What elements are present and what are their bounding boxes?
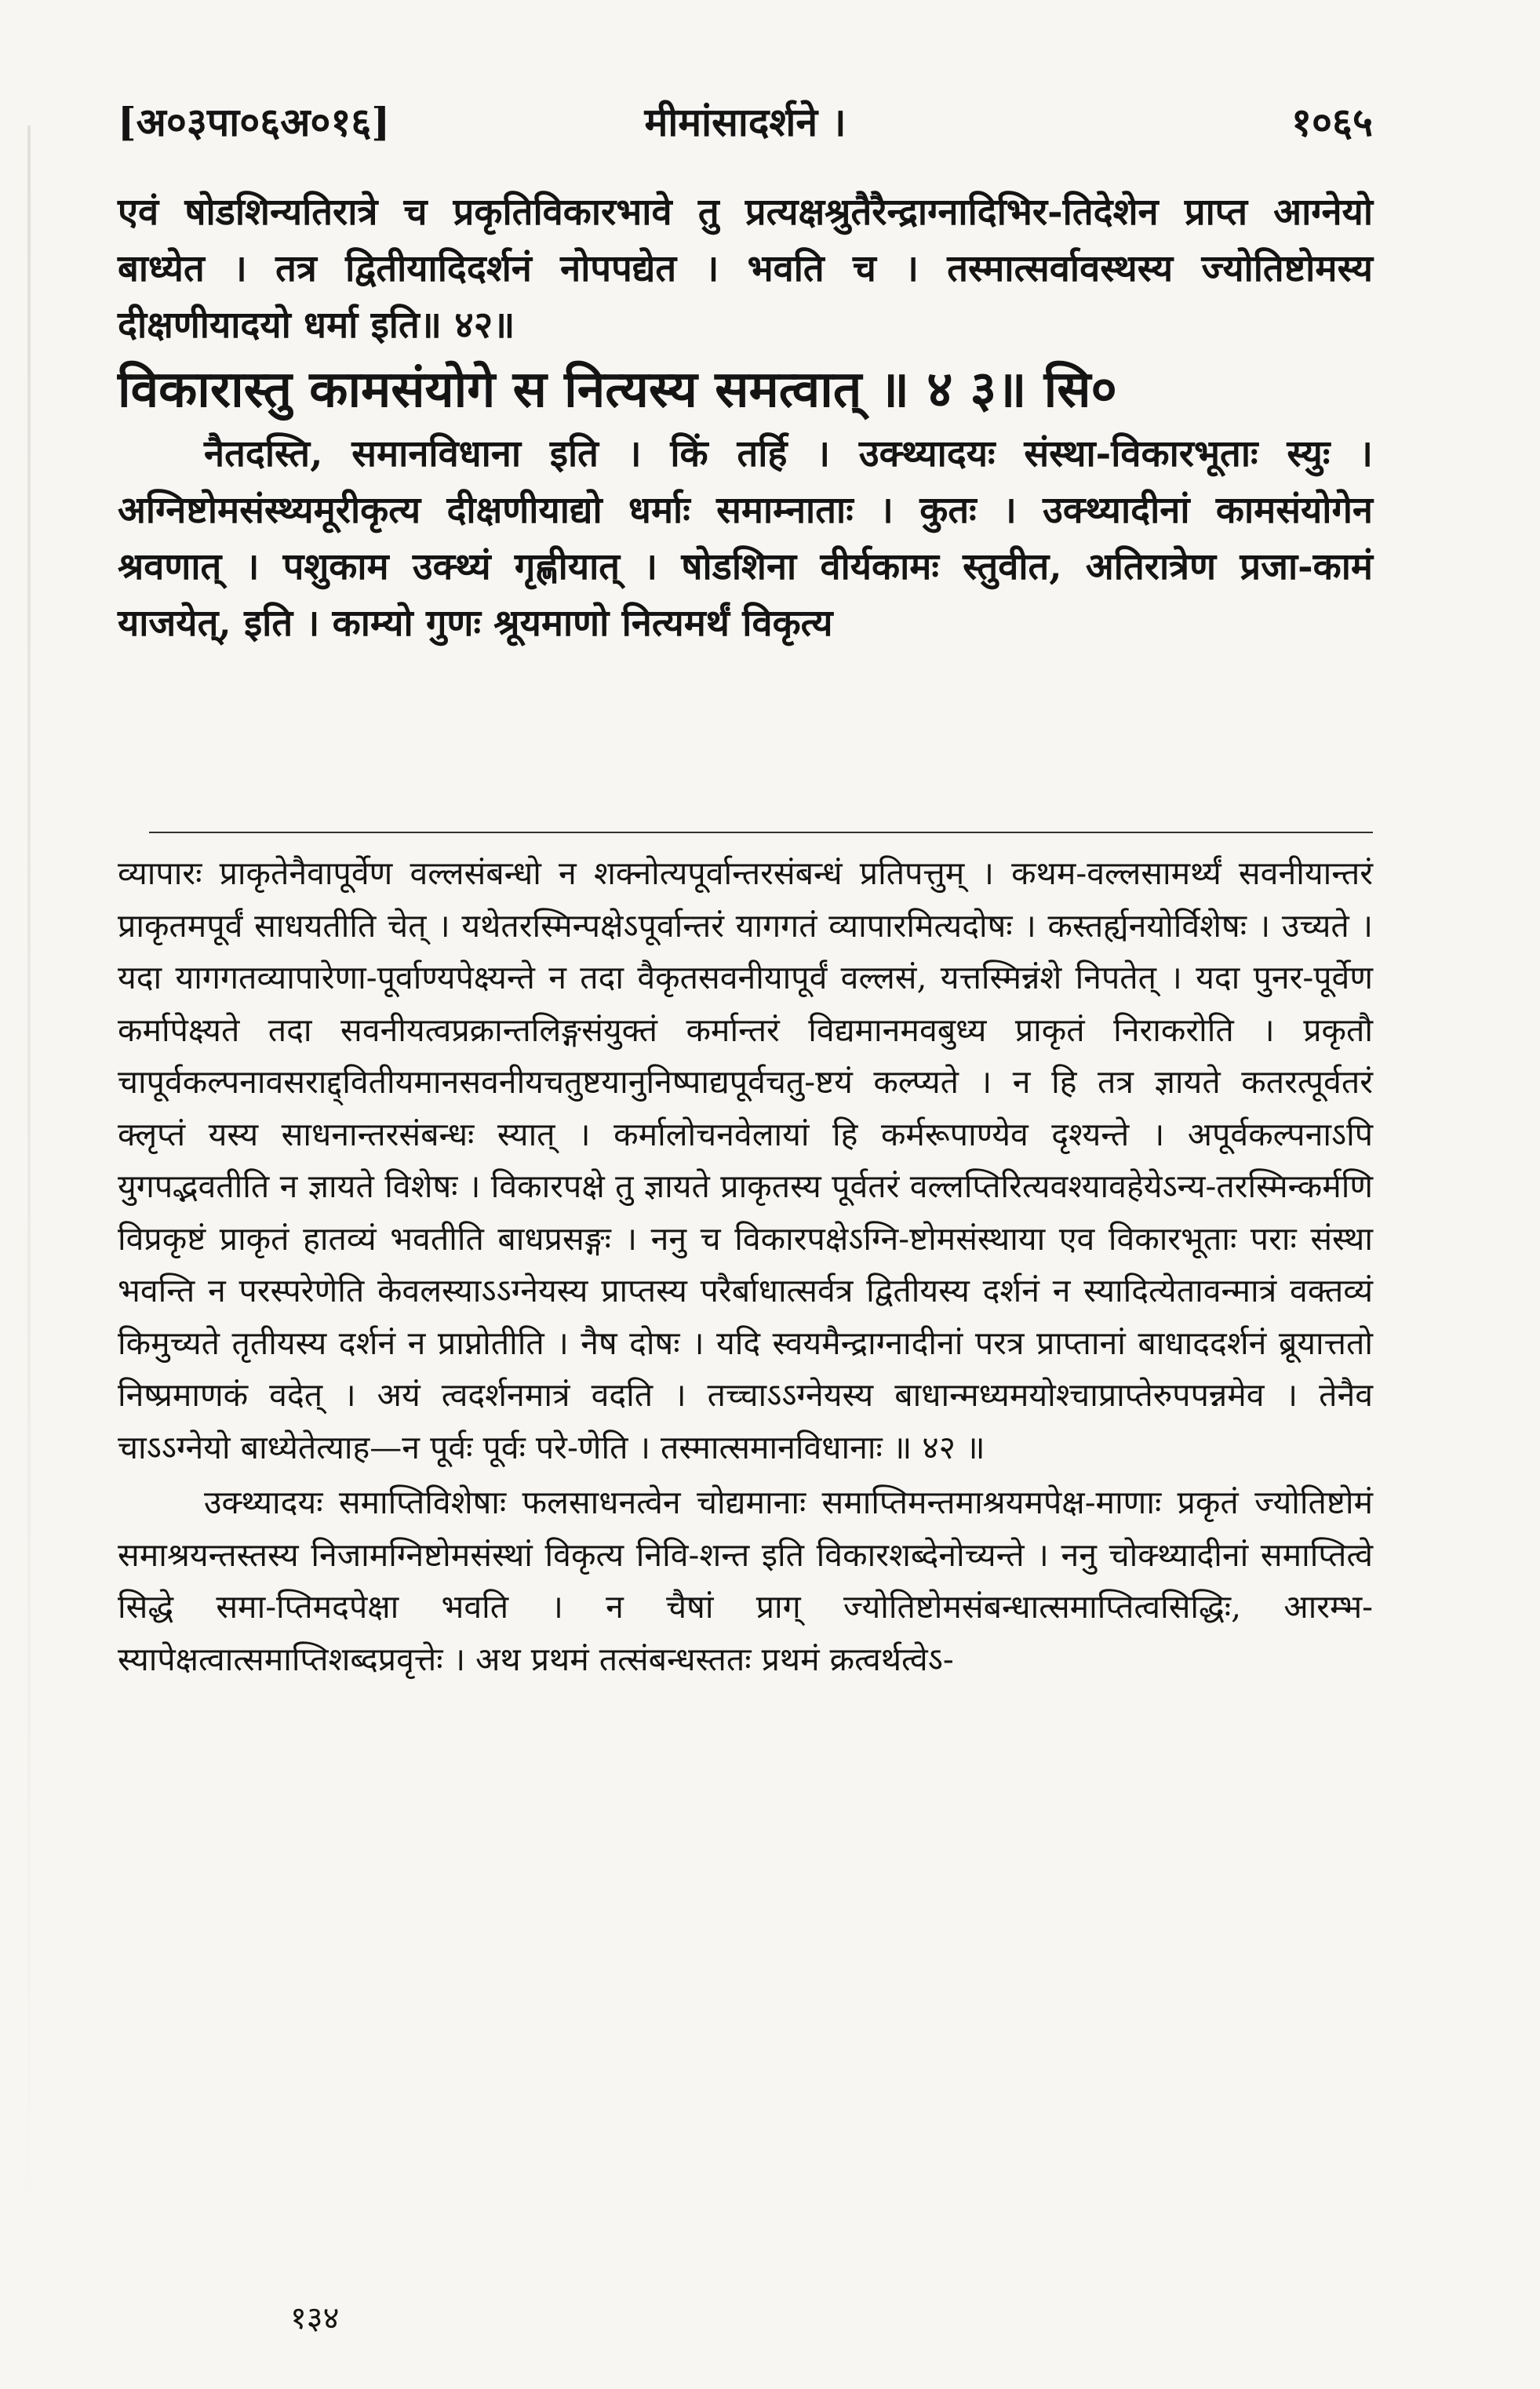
page-margin-shadow xyxy=(27,126,31,2244)
commentary-divider xyxy=(149,832,1373,833)
commentary-paragraph-2: उक्थ्यादयः समाप्तिविशेषाः फलसाधनत्वेन चोद्यमानाः समाप्तिमन्तमाश्रयमपेक्ष-माणाः प्रकृतं ज्योतिष्टोमं समाश्रयन्तस्तस्य निजामग्निष्टोमसंस्थां विकृत्य निवि-शन्त इति विकारशब्देनोच्यन्ते । ननु चोक्थ्यादीनां समाप्तित्वे सिद्धे समा-प्तिमदपेक्षा भवति । न चैषां प्राग् ज्योतिष्टोमसंबन्धात्समाप्तित्वसिद्धिः, आरम्भ-स्यापेक्षत्वात्समाप्तिशब्दप्रवृत्तेः । अथ प्रथमं तत्संबन्धस्ततः प्रथमं क्रत्वर्थत्वेऽ- xyxy=(118,1484,1373,1678)
page xyxy=(118,0,1373,2389)
main-paragraph-2: नैतदस्ति, समानविधाना इति । किं तर्हि । उक्थ्यादयः संस्था-विकारभूताः स्युः । अग्निष्टोमसंस्थ्यमूरीकृत्य दीक्षणीयाद्यो धर्माः समाम्नाताः । कुतः । उक्थ्यादीनां कामसंयोगेन श्रवणात् । पशुकाम उक्थ्यं गृह्णीयात् । षोडशिना वीर्यकामः स्तुवीत, अतिरात्रेण प्रजा-कामं याजयेत्, इति । काम्यो गुणः श्रूयमाणो नित्यमर्थं विकृत्य xyxy=(118,432,1373,645)
commentary-text xyxy=(118,847,1373,1685)
signature-mark: १३४ xyxy=(290,2300,340,2336)
main-paragraph-1: एवं षोडशिन्यतिरात्रे च प्रकृतिविकारभावे तु प्रत्यक्षश्रुतैरैन्द्राग्नादिभिर-तिदेशेन प्राप्त आग्नेयो बाध्येत । तत्र द्वितीयादिदर्शनं नोपपद्येत । भवति च । तस्मात्सर्वावस्थस्य ज्योतिष्टोमस्य दीक्षणीयादयो धर्मा इति॥ ४२॥ xyxy=(118,191,1373,347)
main-text xyxy=(118,184,1373,652)
page-header xyxy=(118,71,1373,157)
sutra-line: विकारास्तु कामसंयोगे स नित्यस्य समत्वात् ॥ ४ ३॥ सि० xyxy=(118,360,1117,419)
commentary-paragraph-1: व्यापारः प्राकृतेनैवापूर्वेण वल्लसंबन्धो न शक्नोत्यपूर्वान्तरसंबन्धं प्रतिपत्तुम् । कथम-वल्लसामर्थ्यं सवनीयान्तरं प्राकृतमपूर्वं साधयतीति चेत् । यथेतरस्मिन्पक्षेऽपूर्वान्तरं यागगतं व्यापारमित्यदोषः । कस्तर्ह्यनयोर्विशेषः । उच्यते । यदा यागगतव्यापारेणा-पूर्वाण्यपेक्ष्यन्ते न तदा वैकृतसवनीयापूर्वं वल्लसं, यत्तस्मिन्नंशे निपतेत् । यदा पुनर-पूर्वेण कर्मापेक्ष्यते तदा सवनीयत्वप्रक्रान्तलिङ्गसंयुक्तं कर्मान्तरं विद्यमानमवबुध्य प्राकृतं निराकरोति । प्रकृतौ चापूर्वकल्पनावसराद्द्वितीयमानसवनीयचतुष्टयानुनिष्पाद्यपूर्वचतु-ष्टयं कल्प्यते । न हि तत्र ज्ञायते कतरत्पूर्वतरं क्लृप्तं यस्य साधनान्तरसंबन्धः स्यात् । कर्मालोचनवेलायां हि कर्मरूपाण्येव दृश्यन्ते । अपूर्वकल्पनाऽपि युगपद्भवतीति न ज्ञायते विशेषः । विकारपक्षे तु ज्ञायते प्राकृतस्य पूर्वतरं वल्लप्तिरित्यवश्यावहेयेऽन्य-तरस्मिन्कर्मणि विप्रकृष्टं प्राकृतं हातव्यं भवतीति बाधप्रसङ्गः । ननु च विकारपक्षेऽग्नि-ष्टोमसंस्थाया एव विकारभूताः पराः संस्था भवन्ति न परस्परेणेति केवलस्याऽऽग्नेयस्य प्राप्तस्य परैर्बाधात्सर्वत्र द्वितीयस्य दर्शनं न स्यादित्येतावन्मात्रं वक्तव्यं किमुच्यते तृतीयस्य दर्शनं न प्राप्नोतीति । नैष दोषः । यदि स्वयमैन्द्राग्नादीनां परत्र प्राप्तानां बाधाददर्शनं ब्रूयात्ततो निष्प्रमाणकं वदेत् । अयं त्वदर्शनमात्रं वदति । तच्चाऽऽग्नेयस्य बाधान्मध्यमयोश्चाप्राप्तेरुपपन्नमेव । तेनैव चाऽऽग्नेयो बाध्येतेत्याह—न पूर्वः पूर्वः परे-णेति । तस्मात्समानविधानाः ॥ ४२ ॥ xyxy=(118,854,1373,1466)
chapter-reference: [अ०३पा०६अ०१६] xyxy=(118,99,391,145)
running-title: मीमांसादर्शने । xyxy=(644,99,846,145)
page-number: १०६५ xyxy=(1291,99,1373,145)
